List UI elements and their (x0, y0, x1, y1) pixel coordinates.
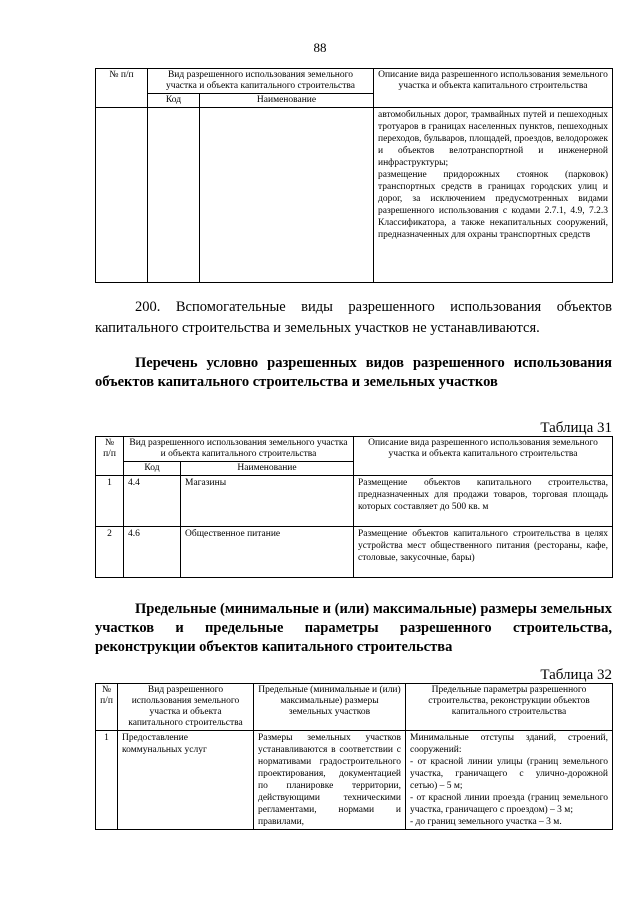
col-header-name: Наименование (181, 462, 354, 476)
parameter-text: Минимальные отступы зданий, строений, сооружений: (410, 733, 608, 755)
col-header-parameters: Предельные параметры разрешенного строительства, реконструкции объектов капитального строительства (406, 684, 613, 731)
col-header-description: Описание вида разрешенного использования земельного участка и объекта капитального строительства (374, 69, 613, 108)
table-row (96, 108, 613, 283)
section-heading-conditional-uses: Перечень условно разрешенных видов разрешенного использования объектов капитального строительства и земельных участков (95, 355, 612, 390)
table-row (96, 731, 613, 830)
row-name: Общественное питание (181, 527, 354, 578)
row-number: 1 (96, 476, 124, 527)
col-header-code: Код (148, 94, 200, 108)
row-number: 2 (96, 527, 124, 578)
page-number: 88 (313, 40, 327, 55)
description-text: размещение придорожных стоянок (парковок) транспортных средств в границах городских улиц и дорог, за исключением предусмотренных видами разрешенного использования с кодами 2.7.1, 4.9, 7.2.3 Классификатора, а также некапитальных сооружений, предназначенных для охраны транспортных средств (378, 170, 608, 240)
section-heading-limits: Предельные (минимальные и (или) максимальные) размеры земельных участков и предельные параметры разрешенного строительства, реконструкции объектов капитального строительства (95, 601, 612, 655)
parameter-text: - от красной линии улицы (границ земельного участка, граничащего с улично-дорожной сетью) – 5 м; (410, 757, 608, 791)
col-header-description: Описание вида разрешенного использования земельного участка и объекта капитального строительства (354, 437, 613, 476)
land-use-table-continued (95, 68, 613, 283)
col-header-number: № п/п (96, 437, 124, 476)
row-sizes: Размеры земельных участков устанавливаются в соответствии с нормативами градостроительного проектирования, документацией по планировке территории, действующими техническими регламентами, нормами и правилами, (254, 731, 406, 830)
table-31-label: Таблица 31 (540, 420, 612, 436)
col-header-number: № п/п (96, 684, 118, 731)
col-header-kind: Вид разрешенного использования земельного участка и объекта капитального строительства (118, 684, 254, 731)
row-code: 4.4 (124, 476, 181, 527)
row-code: 4.6 (124, 527, 181, 578)
table-row (96, 476, 613, 527)
row-number: 1 (96, 731, 118, 830)
parameter-text: - от красной линии проезда (границ земельного участка, граничащего с проездом) – 3 м; (410, 793, 608, 815)
col-header-kind: Вид разрешенного использования земельного участка и объекта капитального строительства (148, 69, 374, 94)
parameter-text: - до границ земельного участка – 3 м. (410, 817, 562, 827)
table-row (96, 527, 613, 578)
table-32 (95, 683, 613, 830)
row-description: Размещение объектов капитального строительства в целях устройства мест общественного питания (рестораны, кафе, столовые, закусочные, бары) (354, 527, 613, 578)
col-header-sizes: Предельные (минимальные и (или) максимальные) размеры земельных участков (254, 684, 406, 731)
row-description: Размещение объектов капитального строительства, предназначенных для продажи товаров, торговая площадь которых составляет до 500 кв. м (354, 476, 613, 527)
col-header-kind: Вид разрешенного использования земельного участка и объекта капитального строительства (124, 437, 354, 462)
col-header-name: Наименование (200, 94, 374, 108)
table-31 (95, 436, 613, 578)
table-32-label: Таблица 32 (540, 667, 612, 683)
col-header-number: № п/п (96, 69, 148, 108)
paragraph-200: 200. Вспомогательные виды разрешенного использования объектов капитального строительства и земельных участков не устанавливаются. (95, 299, 612, 336)
row-kind: Предоставление коммунальных услуг (118, 731, 254, 830)
col-header-code: Код (124, 462, 181, 476)
description-text: автомобильных дорог, трамвайных путей и пешеходных тротуаров в границах населенных пунктов, пешеходных переходов, бульваров, площадей, проездов, велодорожек и объектов велотранспортной и инженерной инфраструктуры; (378, 110, 608, 168)
row-name: Магазины (181, 476, 354, 527)
